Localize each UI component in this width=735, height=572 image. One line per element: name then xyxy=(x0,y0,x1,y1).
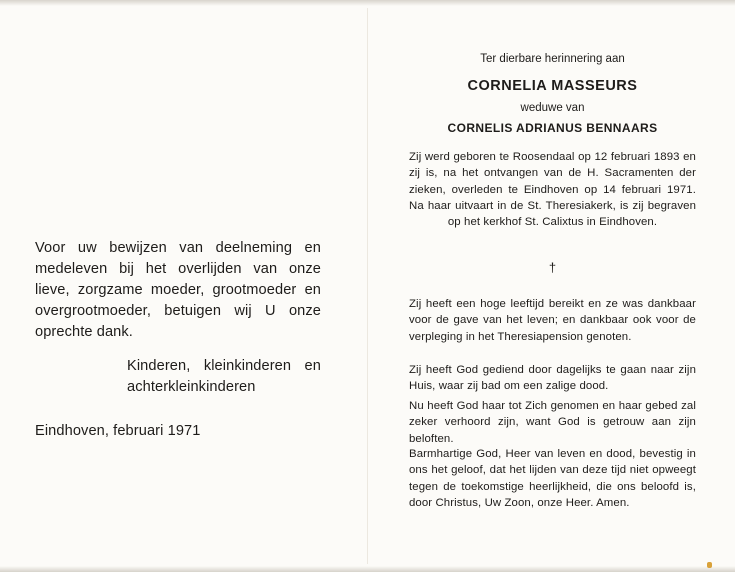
intro-text: Ter dierbare herinnering aan xyxy=(480,53,625,65)
reflection-paragraph: Zij heeft een hoge leeftijd bereikt en ze was dankbaar voor de gave van het leven; en dankbaar ook voor de verpleging in het Theresiapension genoten. xyxy=(409,298,696,343)
card-top-edge xyxy=(0,0,735,6)
cross-icon: † xyxy=(548,260,557,275)
widow-of-text: weduwe van xyxy=(520,102,585,114)
prayer-paragraph: Barmhartige God, Heer van leven en dood, bevestig in ons het geloof, dat het lijden van deze tijd niet opweegt tegen de toekomstige heerlijkheid, die ons beloofd is, door Christus, Uw Zoon, onze Heer. Amen. xyxy=(409,448,696,509)
husband-name: CORNELIS ADRIANUS BENNAARS xyxy=(447,121,658,135)
paper-speck xyxy=(707,562,712,568)
deceased-name: CORNELIA MASSEURS xyxy=(467,78,638,94)
card-bottom-edge xyxy=(0,566,735,572)
biography-text: Zij werd geboren te Roosendaal op 12 februari 1893 en zij is, na het ontvangen van de H. Sacramenten der zieken, overleden te Eindhoven op 14 februari 1971. Na haar uitvaart in de St. Theresiakerk, is zij begraven op het kerkhof St. Calixtus in Eindhoven. xyxy=(409,151,696,229)
reflection-paragraph: Nu heeft God haar tot Zich genomen en haar gebed zal zeker verhoord zijn, want God is getrouw aan zijn beloften. xyxy=(409,400,696,445)
signers-text: Kinderen, kleinkinderen en achterkleinkinderen xyxy=(127,358,321,395)
thank-you-text: Voor uw bewijzen van deelneming en medeleven bij het overlijden van onze lieve, zorgzame moeder, grootmoeder en overgrootmoeder, betuigen wij U onze oprechte dank. xyxy=(35,240,321,340)
place-date-text: Eindhoven, februari 1971 xyxy=(35,423,201,439)
reflection-paragraph: Zij heeft God gediend door dagelijks te gaan naar zijn Huis, waar zij bad om een zalige dood. xyxy=(409,364,696,393)
card-fold xyxy=(367,8,368,564)
